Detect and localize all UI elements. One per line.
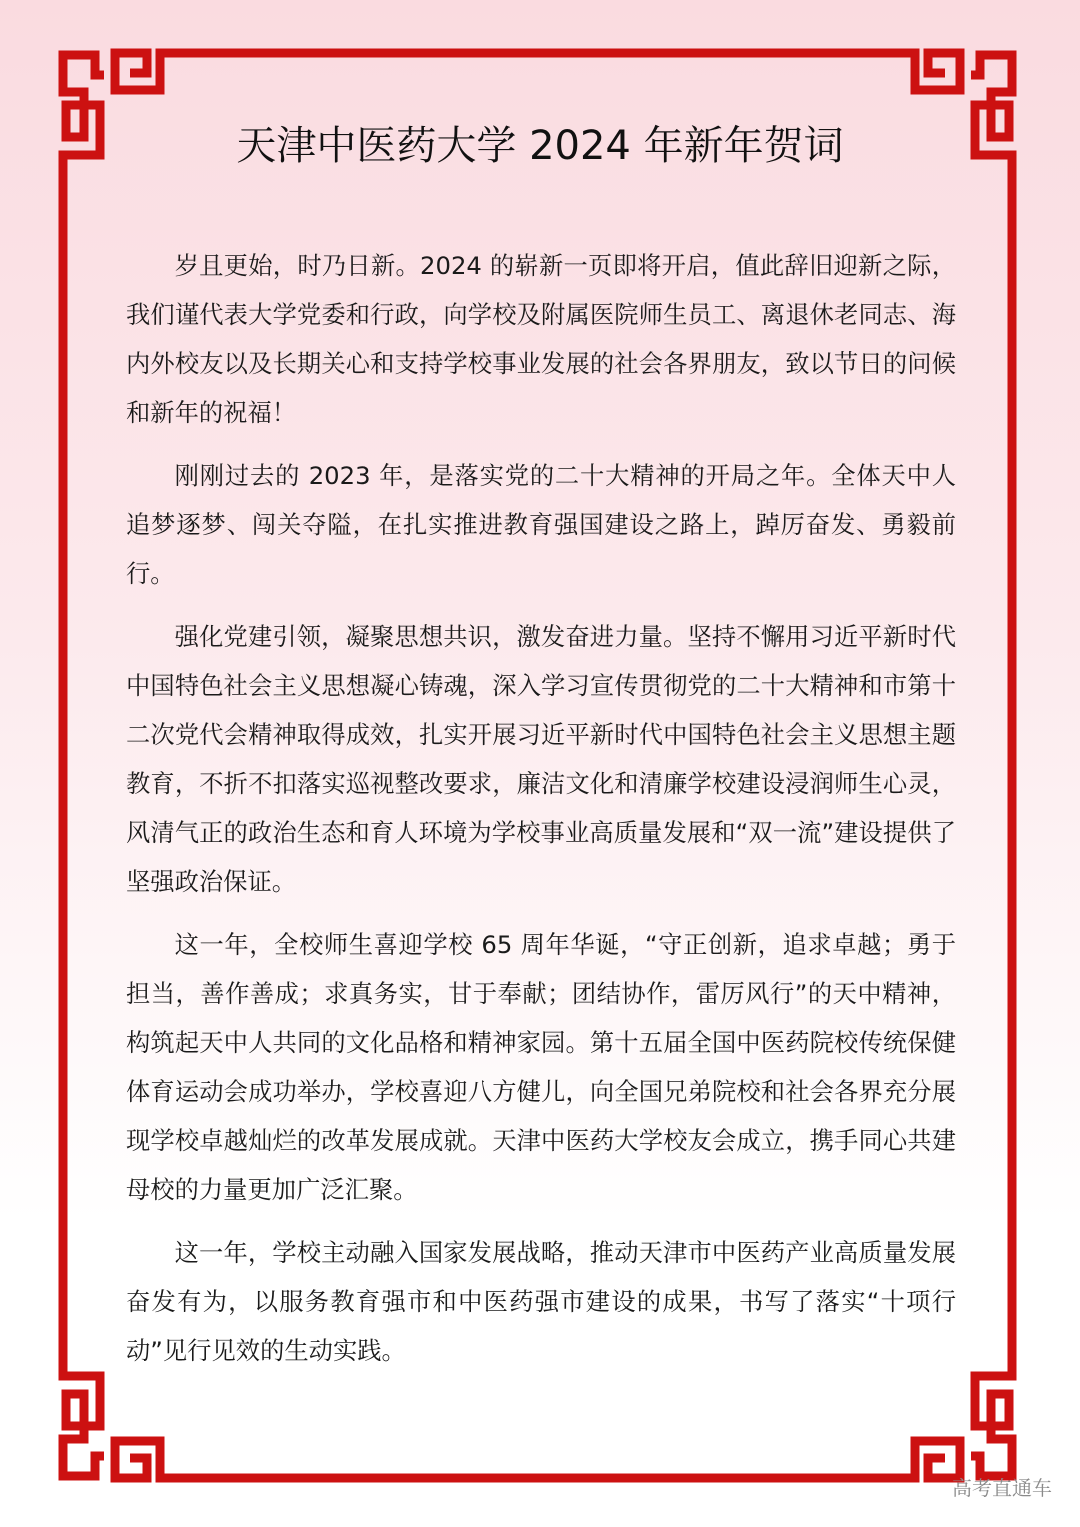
paragraph: 这一年，全校师生喜迎学校 65 周年华诞，“守正创新，追求卓越；勇于担当，善作善成；求真务实，甘于奉献；团结协作，雷厉风行”的天中精神，构筑起天中人共同的文化品格和精神家园。第十五届全国中医药院校传统保健体育运动会成功举办，学校喜迎八方健儿，向全国兄弟院校和社会各界充分展现学校卓越灿烂的改革发展成就。天津中医药大学校友会成立，携手同心共建母校的力量更加广泛汇聚。 [126,930,956,1204]
paragraph: 刚刚过去的 2023 年，是落实党的二十大精神的开局之年。全体天中人追梦逐梦、闯关夺隘，在扎实推进教育强国建设之路上，踔厉奋发、勇毅前行。 [126,461,956,588]
paragraph: 岁且更始，时乃日新。2024 的崭新一页即将开启，值此辞旧迎新之际，我们谨代表大学党委和行政，向学校及附属医院师生员工、离退休老同志、海内外校友以及长期关心和支持学校事业发展的社会各界朋友，致以节日的问候和新年的祝福！ [126,251,956,427]
paragraph: 强化党建引领，凝聚思想共识，激发奋进力量。坚持不懈用习近平新时代中国特色社会主义思想凝心铸魂，深入学习宣传贯彻党的二十大精神和市第十二次党代会精神取得成效，扎实开展习近平新时代中国特色社会主义思想主题教育，不折不扣落实巡视整改要求，廉洁文化和清廉学校建设浸润师生心灵，风清气正的政治生态和育人环境为学校事业高质量发展和“双一流”建设提供了坚强政治保证。 [126,622,956,896]
page-title: 天津中医药大学 2024 年新年贺词 [236,123,844,169]
letter-body [126,241,956,1389]
paragraph: 这一年，学校主动融入国家发展战略，推动天津市中医药产业高质量发展奋发有为，以服务教育强市和中医药强市建设的成果，书写了落实“十项行动”见行见效的生动实践。 [126,1238,956,1365]
watermark: 高考直通车 [952,1476,1052,1500]
